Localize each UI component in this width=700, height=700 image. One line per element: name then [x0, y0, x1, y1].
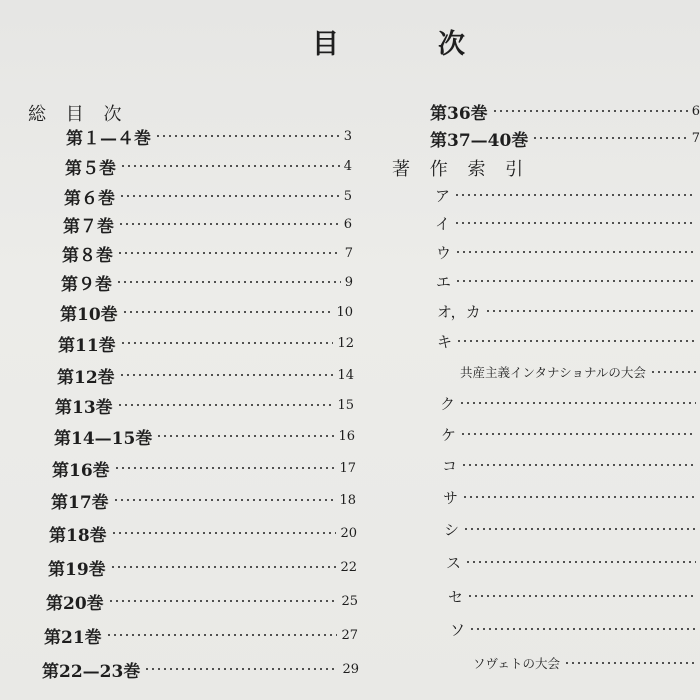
dot-leader — [461, 464, 696, 466]
entry-page-number: 9 — [344, 274, 353, 290]
toc-entry — [48, 554, 357, 580]
toc-entry — [57, 362, 354, 388]
index-entry — [460, 359, 700, 385]
dot-leader — [111, 532, 337, 534]
entry-page-number: 12 — [337, 335, 354, 351]
entry-label: ソヴェトの大会 — [473, 656, 561, 671]
entry-label: 第11巻 — [58, 335, 116, 356]
entry-page-number: 5 — [343, 188, 352, 204]
dot-leader — [456, 340, 696, 342]
dot-leader — [156, 435, 334, 437]
dot-leader — [564, 662, 696, 664]
entry-label: ソ — [450, 620, 466, 639]
entry-page-number: 22 — [340, 559, 357, 575]
entry-label: エ — [436, 272, 452, 291]
entry-label: サ — [443, 488, 459, 507]
entry-label: 第１—４巻 — [66, 128, 151, 149]
dot-leader — [463, 528, 696, 530]
index-entry — [436, 239, 700, 265]
toc-entry — [64, 183, 352, 209]
entry-label: ケ — [441, 425, 457, 444]
entry-label: 第10巻 — [60, 304, 118, 325]
entry-label: キ — [437, 332, 453, 351]
dot-leader — [469, 628, 696, 630]
entry-page-number: 18 — [339, 492, 356, 508]
index-entry — [444, 516, 700, 542]
entry-page-number: 27 — [341, 627, 358, 643]
dot-leader — [532, 137, 687, 139]
dot-leader — [118, 223, 340, 225]
index-entry — [440, 390, 700, 416]
entry-label: シ — [444, 520, 460, 539]
dot-leader — [454, 194, 696, 196]
entry-label: 第７巻 — [63, 216, 114, 237]
dot-leader — [120, 165, 340, 167]
entry-label: 第22—23巻 — [42, 661, 141, 682]
entry-label: 第17巻 — [51, 492, 109, 513]
dot-leader — [454, 222, 696, 224]
toc-entry — [66, 123, 352, 149]
dot-leader — [106, 634, 338, 636]
toc-entry — [44, 622, 358, 648]
dot-leader — [155, 135, 340, 137]
entry-page-number: 29 — [342, 661, 359, 677]
dot-leader — [116, 281, 341, 283]
entry-page-number: 6 — [343, 216, 352, 232]
toc-entry — [65, 153, 352, 179]
dot-leader — [113, 499, 336, 501]
dot-leader — [144, 668, 338, 670]
entry-label: コ — [442, 456, 458, 475]
dot-leader — [117, 252, 341, 254]
dot-leader — [120, 342, 334, 344]
entry-label: 第19巻 — [48, 559, 106, 580]
dot-leader — [119, 195, 340, 197]
entry-label: 第12巻 — [57, 367, 115, 388]
entry-label: 第８巻 — [62, 245, 113, 266]
toc-entry — [49, 520, 357, 546]
entry-page-number: 3 — [343, 128, 352, 144]
entry-page-number: 6 — [691, 103, 700, 119]
index-entry — [437, 298, 700, 324]
entry-label: セ — [448, 587, 464, 606]
dot-leader — [114, 467, 336, 469]
works-index-heading: 著 作 索 引 — [392, 159, 531, 180]
toc-entry — [61, 269, 353, 295]
entry-label: 第５巻 — [65, 158, 116, 179]
entry-label: 第13巻 — [55, 397, 113, 418]
entry-label: 第14—15巻 — [54, 428, 153, 449]
index-entry — [446, 549, 700, 575]
entry-page-number: 10 — [336, 304, 353, 320]
toc-entry — [46, 588, 358, 614]
entry-label: 第18巻 — [49, 525, 107, 546]
toc-entry — [62, 240, 353, 266]
toc-entry — [430, 98, 700, 124]
dot-leader — [467, 595, 696, 597]
entry-page-number: 17 — [339, 460, 356, 476]
entry-page-number: 14 — [337, 367, 354, 383]
dot-leader — [485, 310, 696, 312]
index-entry — [435, 182, 700, 208]
toc-entry — [60, 299, 353, 325]
entry-page-number: 7 — [691, 130, 700, 146]
toc-entry — [42, 656, 359, 682]
entry-label: 第36巻 — [430, 103, 488, 124]
dot-leader — [459, 402, 696, 404]
dot-leader — [460, 433, 696, 435]
dot-leader — [455, 280, 696, 282]
index-entry — [442, 452, 700, 478]
index-entry — [441, 421, 700, 447]
general-contents-heading: 総 目 次 — [28, 104, 129, 125]
entry-page-number: 15 — [337, 397, 354, 413]
toc-entry — [54, 423, 355, 449]
entry-label: イ — [435, 214, 451, 233]
entry-page-number: 7 — [344, 245, 353, 261]
entry-page-number: 25 — [341, 593, 358, 609]
entry-label: 第16巻 — [52, 460, 110, 481]
dot-leader — [492, 110, 688, 112]
index-entry — [437, 328, 700, 354]
entry-label: ア — [435, 186, 451, 205]
index-entry — [435, 210, 700, 236]
toc-entry — [51, 487, 356, 513]
dot-leader — [122, 311, 333, 313]
index-entry — [436, 268, 700, 294]
toc-entry — [430, 125, 700, 151]
dot-leader — [650, 371, 696, 373]
index-entry — [443, 484, 700, 510]
dot-leader — [117, 404, 334, 406]
toc-entry — [63, 211, 352, 237]
entry-page-number: 16 — [338, 428, 355, 444]
index-entry — [473, 650, 700, 676]
dot-leader — [462, 496, 696, 498]
entry-label: 第37—40巻 — [430, 130, 529, 151]
entry-page-number: 4 — [343, 158, 352, 174]
entry-label: ス — [446, 553, 462, 572]
entry-label: 共産主義インタナショナルの大会 — [460, 365, 646, 380]
dot-leader — [119, 374, 334, 376]
index-entry — [450, 616, 700, 642]
entry-label: 第21巻 — [44, 627, 102, 648]
dot-leader — [110, 566, 337, 568]
toc-entry — [52, 455, 356, 481]
index-entry — [448, 583, 700, 609]
entry-label: オ，カ — [437, 302, 481, 321]
entry-page-number: 20 — [340, 525, 357, 541]
dot-leader — [455, 251, 696, 253]
entry-label: 第20巻 — [46, 593, 104, 614]
page-title: 目 次 — [312, 29, 501, 60]
entry-label: 第６巻 — [64, 188, 115, 209]
dot-leader — [465, 561, 696, 563]
entry-label: ウ — [436, 243, 452, 262]
dot-leader — [108, 600, 338, 602]
toc-entry — [58, 330, 354, 356]
toc-entry — [55, 392, 354, 418]
entry-label: ク — [440, 394, 456, 413]
entry-label: 第９巻 — [61, 274, 112, 295]
